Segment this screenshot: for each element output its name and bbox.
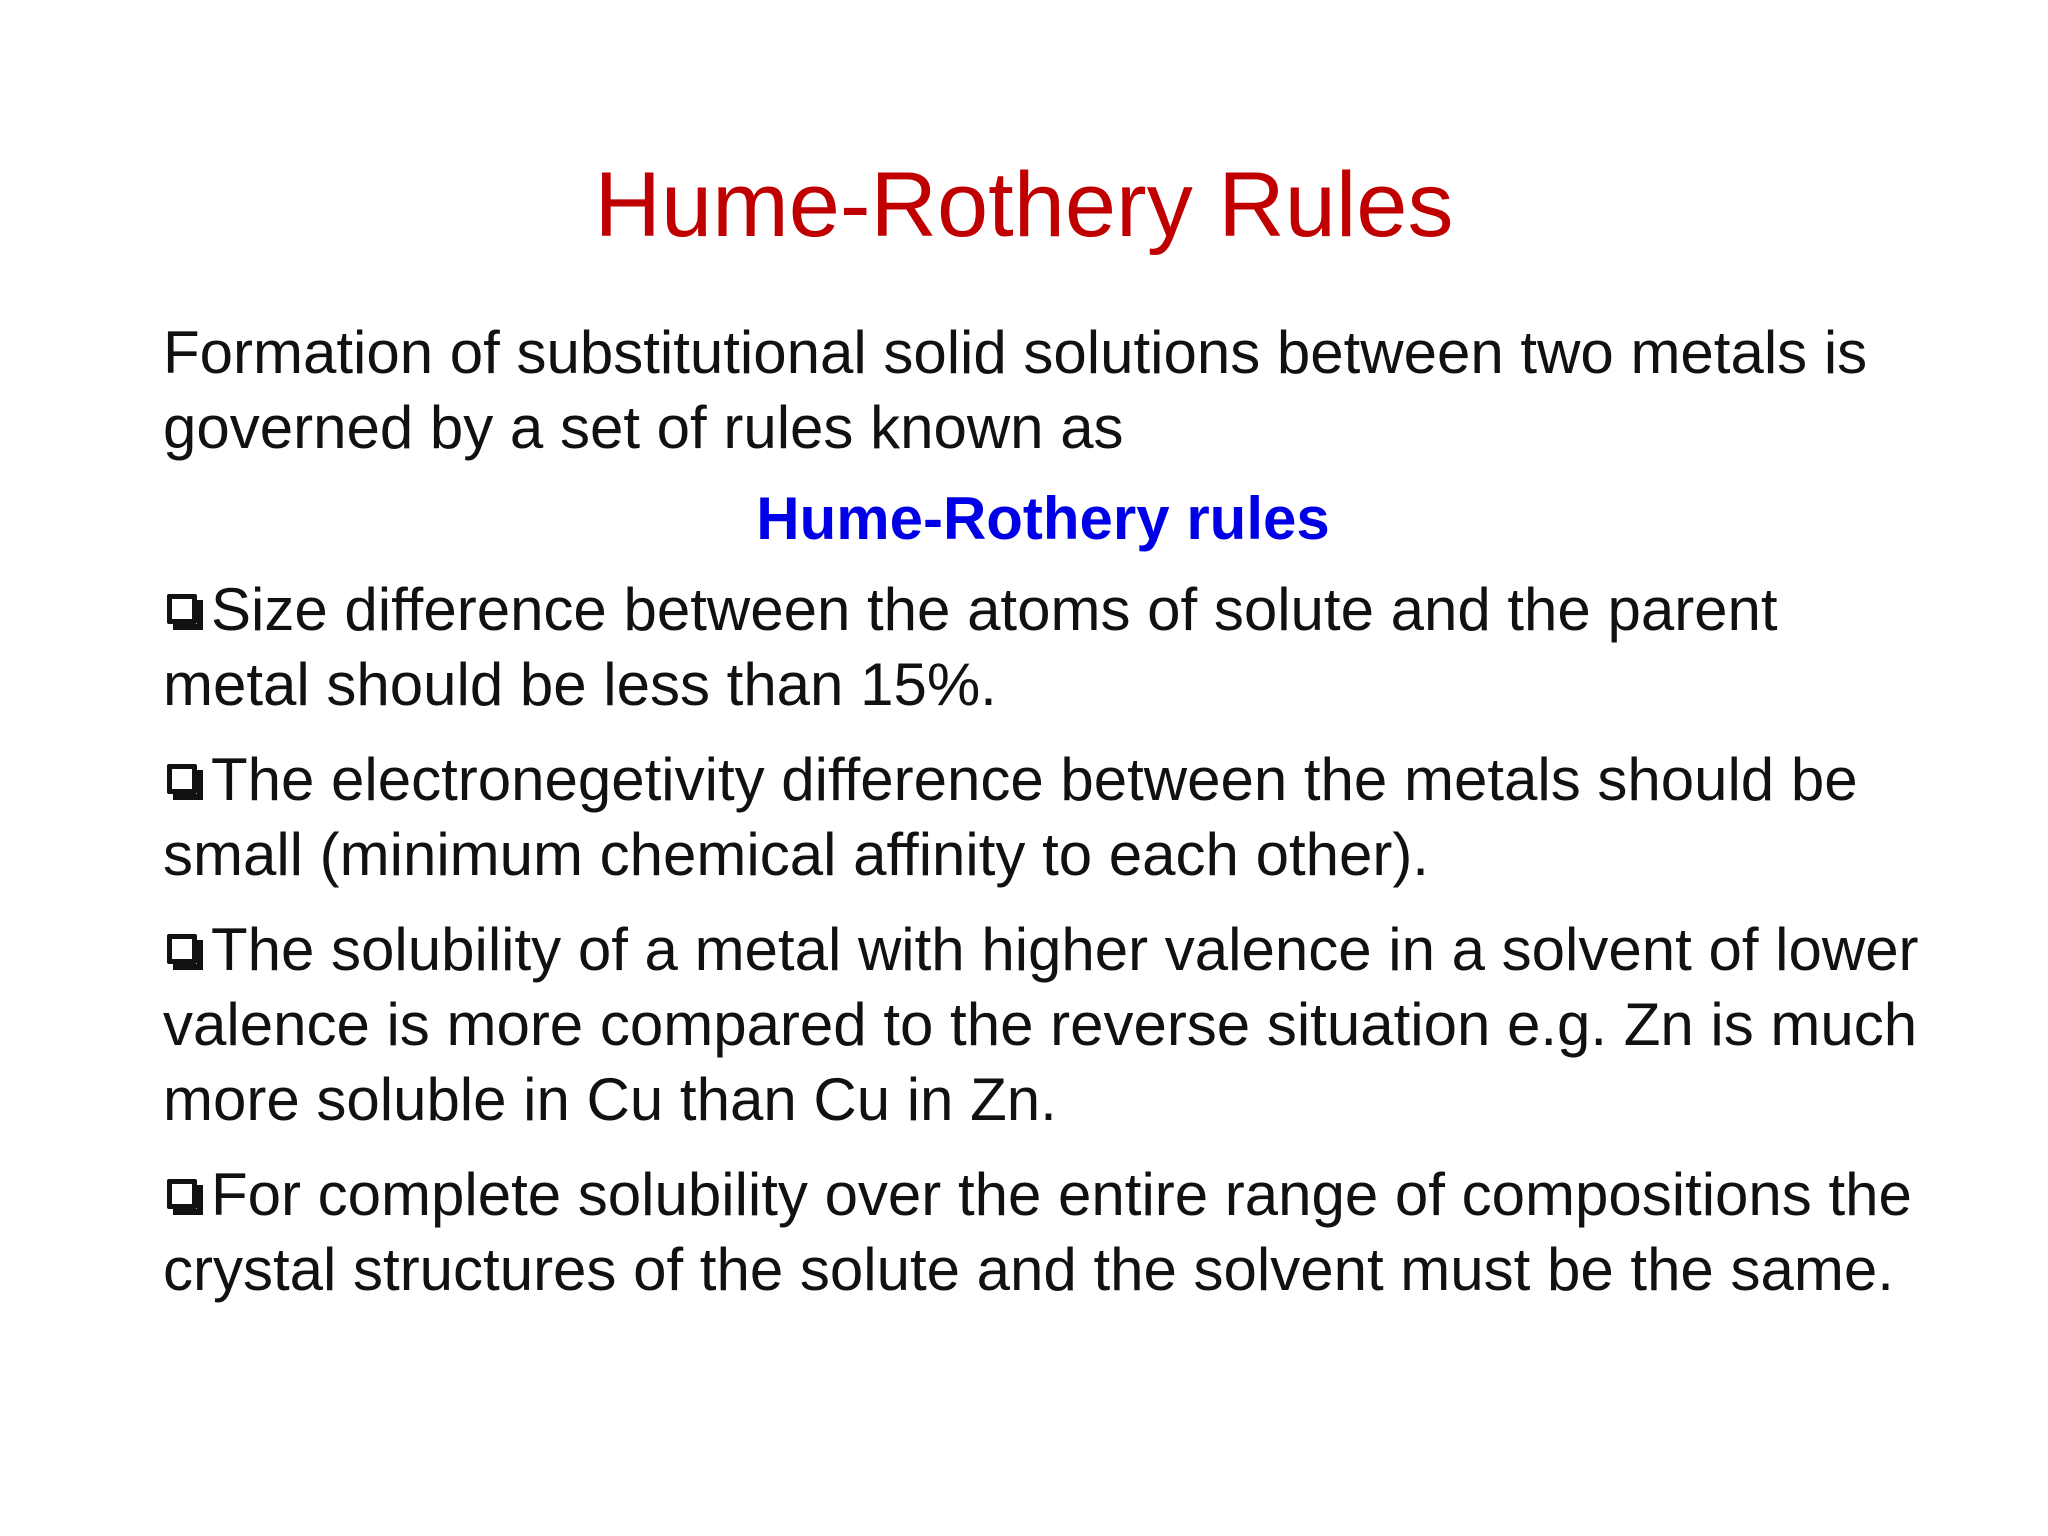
rule-text: For complete solubility over the entire range of compositions the crystal structures of the solute and the solvent must be the same. xyxy=(163,1161,1912,1303)
square-bullet-icon xyxy=(163,590,207,634)
rule-text: The electronegetivity difference between the metals should be small (minimum chemical affinity to each other). xyxy=(163,746,1858,888)
rule-item xyxy=(163,912,1923,1137)
rule-text: Size difference between the atoms of solute and the parent metal should be less than 15%. xyxy=(163,576,1778,718)
slide-body xyxy=(163,315,1923,1327)
slide-title: Hume-Rothery Rules xyxy=(594,154,1454,256)
rule-item xyxy=(163,742,1923,892)
intro-paragraph: Formation of substitutional solid solutions between two metals is governed by a set of rules known as xyxy=(163,319,1868,461)
rule-text: The solubility of a metal with higher valence in a solvent of lower valence is more compared to the reverse situation e.g. Zn is much more soluble in Cu than Cu in Zn. xyxy=(163,916,1919,1133)
rule-item xyxy=(163,1157,1923,1307)
square-bullet-icon xyxy=(163,1175,207,1219)
rules-subheading: Hume-Rothery rules xyxy=(756,485,1330,552)
rule-item xyxy=(163,572,1923,722)
square-bullet-icon xyxy=(163,930,207,974)
square-bullet-icon xyxy=(163,760,207,804)
